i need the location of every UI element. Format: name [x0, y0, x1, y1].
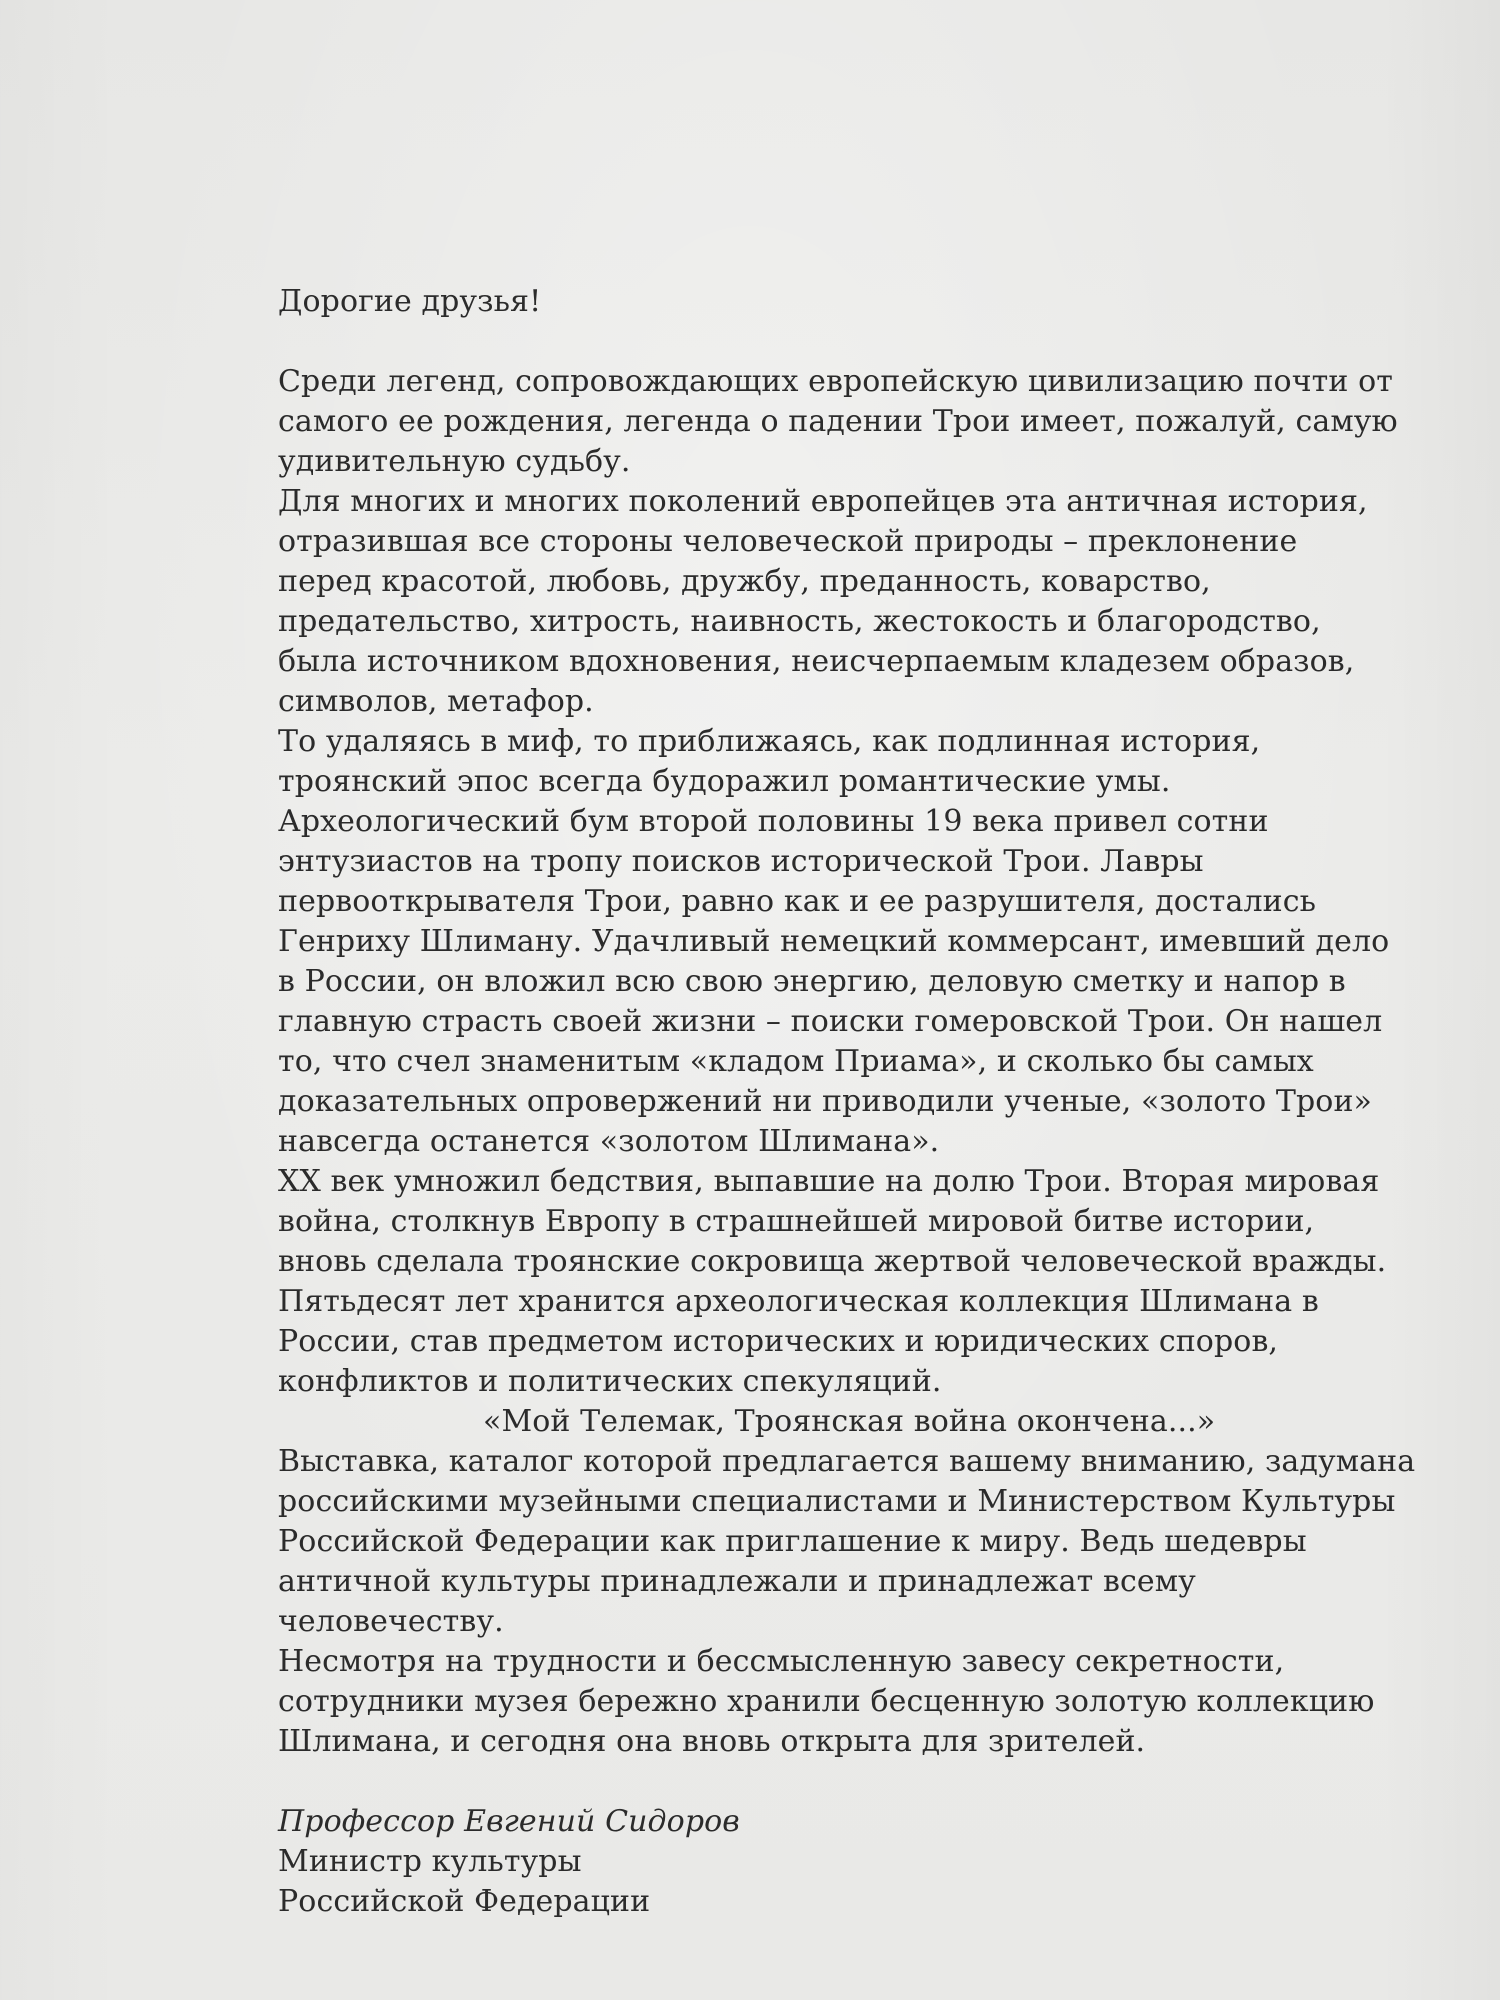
signature-block — [278, 1802, 1428, 1922]
letter-paragraph: Для многих и многих поколений европейцев эта античная история, отразившая все стороны человеческой природы – преклонение перед красотой, любовь, дружбу, преданность, коварство, предательство, хитрость, наивность, жестокость и благородство, была источником вдохновения, неисчерпаемым кладезем образов, символов, метафор. — [278, 484, 1368, 719]
signature-name: Профессор Евгений Сидоров — [278, 1804, 740, 1839]
signature-title: Российской Федерации — [278, 1884, 651, 1919]
signature-title: Министр культуры — [278, 1844, 582, 1879]
letter-paragraph: То удаляясь в миф, то приближаясь, как подлинная история, троянский эпос всегда будоражил романтические умы. Археологический бум второй половины 19 века привел сотни энтузиастов на тропу поисков исторической Трои. Лавры первооткрывателя Трои, равно как и ее разрушителя, достались Генриху Шлиману. Удачливый немецкий коммерсант, имевший дело в России, он вложил всю свою энергию, деловую сметку и напор в главную страсть своей жизни – поиски гомеровской Трои. Он нашел то, что счел знаменитым «кладом Приама», и сколько бы самых доказательных опровержений ни приводили ученые, «золото Трои» навсегда останется «золотом Шлимана». — [278, 724, 1390, 1159]
letter-paragraph: Среди легенд, сопровождающих европейскую цивилизацию почти от самого ее рождения, легенда о падении Трои имеет, пожалуй, самую удивительную судьбу. — [278, 364, 1398, 479]
letter-paragraph: Выставка, каталог которой предлагается вашему вниманию, задумана российскими музейными специалистами и Министерством Культуры Российской Федерации как приглашение к миру. Ведь шедевры античной культуры принадлежали и принадлежат всему человечеству. — [278, 1444, 1416, 1639]
letter-paragraph: Несмотря на трудности и бессмысленную завесу секретности, сотрудники музея бережно хранили бесценную золотую коллекцию Шлимана, и сегодня она вновь открыта для зрителей. — [278, 1644, 1375, 1759]
letter-paragraph: XX век умножил бедствия, выпавшие на долю Трои. Вторая мировая война, столкнув Европу в страшнейшей мировой битве истории, вновь сделала троянские сокровища жертвой человеческой вражды. Пятьдесят лет хранится археологическая коллекция Шлимана в России, став предметом исторических и юридических споров, конфликтов и политических спекуляций. — [278, 1164, 1387, 1399]
letter-body — [278, 282, 1428, 1922]
letter-greeting: Дорогие друзья! — [278, 284, 542, 319]
letter-quote: «Мой Телемак, Троянская война окончена...» — [483, 1404, 1216, 1439]
